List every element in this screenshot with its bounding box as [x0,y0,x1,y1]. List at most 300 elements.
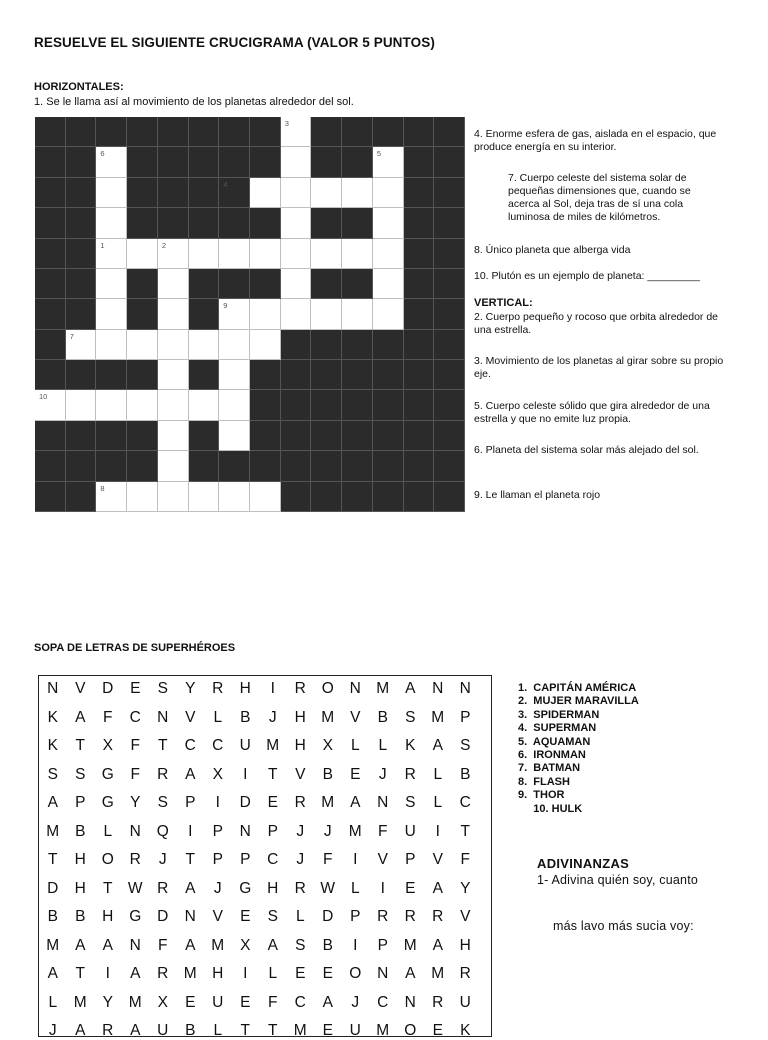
word-search-letter[interactable]: F [103,708,113,726]
word-search-letter[interactable]: A [350,794,361,811]
word-search-letter[interactable]: K [47,708,58,726]
word-search-letter[interactable]: V [377,851,388,868]
word-search-letter[interactable]: O [101,851,114,868]
word-search-letter[interactable]: Y [185,680,196,697]
word-search-letter[interactable]: R [432,908,444,925]
crossword-answer-cell[interactable] [281,269,312,299]
word-search-letter[interactable]: E [322,1022,333,1039]
word-search-letter[interactable]: I [270,680,275,697]
word-search-letter[interactable]: I [215,794,220,811]
hero-list-item: 9. THOR [518,789,565,802]
word-search-letter[interactable]: K [405,737,416,754]
crossword-answer-cell[interactable] [158,299,189,329]
word-search-letter[interactable]: J [296,851,305,868]
crossword-block-cell [311,482,342,512]
word-search-row [39,766,479,784]
word-search-letter[interactable]: A [130,965,141,982]
word-search-letter[interactable]: R [459,965,471,982]
word-search-letter[interactable]: C [212,737,224,754]
word-search-letter[interactable]: J [213,879,222,897]
word-search-letter[interactable]: N [129,936,141,954]
crossword-block-cell [66,117,97,147]
word-search-letter[interactable]: T [240,1022,250,1039]
word-search-letter[interactable]: V [75,680,86,697]
word-search-letter[interactable]: S [267,908,278,925]
word-search-letter[interactable]: H [267,879,279,897]
crossword-answer-cell[interactable] [158,330,189,360]
word-search-letter[interactable]: A [322,993,333,1011]
word-search-letter[interactable]: A [432,879,443,897]
crossword-answer-cell[interactable] [35,390,66,420]
word-search-letter[interactable]: L [103,822,113,840]
word-search-letter[interactable]: M [266,737,280,754]
crossword-answer-cell[interactable] [158,360,189,390]
crossword-answer-cell[interactable] [342,239,373,269]
word-search-letter[interactable]: P [212,822,223,840]
word-search-letter[interactable]: E [405,879,416,897]
word-search-letter[interactable]: P [212,851,223,868]
crossword-answer-cell[interactable] [96,482,127,512]
word-search-letter[interactable]: E [240,908,251,925]
word-search-letter[interactable]: M [348,822,362,840]
crossword-answer-cell[interactable] [342,178,373,208]
word-search-letter[interactable]: A [405,680,416,697]
word-search-letter[interactable]: N [377,794,389,811]
word-search-letter[interactable]: I [353,936,358,954]
word-search-letter[interactable]: W [320,879,336,897]
word-search-letter[interactable]: A [185,936,196,954]
word-search-letter[interactable]: Y [102,993,113,1011]
word-search-letter[interactable]: J [323,822,332,840]
crossword-answer-cell[interactable] [158,421,189,451]
word-search-letter[interactable]: B [185,1022,196,1039]
crossword-answer-cell[interactable] [281,117,312,147]
word-search-letter[interactable]: B [377,708,388,726]
crossword-block-cell [66,482,97,512]
word-search-letter[interactable]: D [322,908,334,925]
word-search-letter[interactable]: H [239,680,251,697]
crossword-answer-cell[interactable] [373,239,404,269]
word-search-letter[interactable]: T [48,851,58,868]
word-search-row [39,1022,479,1040]
word-search-letter[interactable]: P [405,851,416,868]
crossword-answer-cell[interactable] [189,330,220,360]
crossword-answer-cell[interactable] [250,330,281,360]
word-search-letter[interactable]: F [130,737,140,754]
crossword-block-cell [35,147,66,177]
crossword-block-cell [281,451,312,481]
word-search-letter[interactable]: D [47,879,59,897]
word-search-letter[interactable]: H [294,737,306,754]
word-search-letter[interactable]: B [460,765,471,783]
word-search-letter[interactable]: A [75,1022,86,1039]
word-search-letter[interactable]: M [128,993,142,1011]
word-search-letter[interactable]: V [460,908,471,925]
word-search-letter[interactable]: A [102,936,113,954]
word-search-letter[interactable]: R [404,908,416,925]
crossword-answer-cell[interactable] [219,299,250,329]
crossword-block-cell [219,147,250,177]
word-search-letter[interactable]: M [321,794,335,811]
word-search-letter[interactable]: T [185,851,195,868]
word-search-letter[interactable]: X [157,993,168,1011]
word-search-letter[interactable]: Q [156,822,169,840]
word-search-letter[interactable]: U [157,1022,169,1039]
word-search-letter[interactable]: N [432,680,444,697]
crossword-answer-cell[interactable] [281,239,312,269]
crossword-answer-cell[interactable] [127,330,158,360]
crossword-answer-cell[interactable] [127,390,158,420]
word-search-letter[interactable]: H [102,908,114,925]
word-search-letter[interactable]: T [268,1022,278,1039]
word-search-letter[interactable]: J [48,1022,57,1039]
crossword-answer-cell[interactable] [189,482,220,512]
word-search-letter[interactable]: M [376,680,390,697]
word-search-letter[interactable]: U [349,1022,361,1039]
word-search-letter[interactable]: M [293,1022,307,1039]
word-search-letter[interactable]: F [460,851,470,868]
word-search-letter[interactable]: X [322,737,333,754]
word-search-letter[interactable]: G [101,765,114,783]
word-search-letter[interactable]: X [240,936,251,954]
word-search-letter[interactable]: F [130,765,140,783]
word-search-letter[interactable]: D [157,908,169,925]
word-search-letter[interactable]: H [74,879,86,897]
crossword-clue-number: 6 [100,149,105,159]
word-search-letter[interactable]: C [377,993,389,1011]
word-search-letter[interactable]: A [47,794,58,811]
crossword-block-cell [311,390,342,420]
crossword-block-cell [373,482,404,512]
word-search-letter[interactable]: E [322,965,333,982]
crossword-block-cell [35,178,66,208]
crossword-answer-cell[interactable] [311,178,342,208]
word-search-letter[interactable]: P [185,794,196,811]
word-search-letter[interactable]: G [129,908,142,925]
word-search-letter[interactable]: N [239,822,251,840]
word-search-letter[interactable]: M [46,936,60,954]
word-search-letter[interactable]: H [294,708,306,726]
word-search-letter[interactable]: P [377,936,388,954]
word-search-letter[interactable]: D [239,794,251,811]
word-search-letter[interactable]: J [158,851,167,868]
crossword-answer-cell[interactable] [250,239,281,269]
word-search-letter[interactable]: R [294,794,306,811]
word-search-letter[interactable]: W [127,879,143,897]
word-search-letter[interactable]: H [74,851,86,868]
word-search-letter[interactable]: A [75,936,86,954]
word-search-letter[interactable]: S [47,765,58,783]
word-search-letter[interactable]: P [240,851,251,868]
word-search-letter[interactable]: F [268,993,278,1011]
word-search-letter[interactable]: A [185,879,196,897]
word-search-letter[interactable]: A [47,965,58,982]
crossword-answer-cell[interactable] [250,482,281,512]
word-search-letter[interactable]: S [75,765,86,783]
word-search-letter[interactable]: D [102,680,114,697]
word-search-letter[interactable]: R [432,993,444,1011]
word-search-letter[interactable]: C [267,851,279,868]
word-search-letter[interactable]: A [130,1022,141,1039]
word-search-letter[interactable]: S [295,936,306,954]
word-search-letter[interactable]: A [432,936,443,954]
crossword-answer-cell[interactable] [189,390,220,420]
word-search-letter[interactable]: T [460,822,470,840]
word-search-letter[interactable]: N [129,822,141,840]
crossword-answer-cell[interactable] [96,390,127,420]
crossword-answer-cell[interactable] [311,239,342,269]
word-search-letter[interactable]: C [459,794,471,811]
hero-list-item: 3. SPIDERMAN [518,708,600,721]
word-search-letter[interactable]: V [295,765,306,783]
crossword-answer-cell[interactable] [219,421,250,451]
word-search-letter[interactable]: I [105,965,110,982]
crossword-answer-cell[interactable] [127,482,158,512]
crossword-block-cell [189,451,220,481]
word-search-letter[interactable]: Y [130,794,141,811]
crossword-block-cell [404,390,435,420]
crossword-answer-cell[interactable] [373,299,404,329]
word-search-letter[interactable]: F [378,822,388,840]
crossword-block-cell [35,421,66,451]
word-search-letter[interactable]: E [185,993,196,1011]
word-search-letter[interactable]: R [102,1022,114,1039]
word-search-letter[interactable]: V [350,708,361,726]
word-search-letter[interactable]: S [405,708,416,726]
word-search-letter[interactable]: L [433,765,443,783]
word-search-letter[interactable]: B [47,908,58,925]
word-search-letter[interactable]: L [213,1022,223,1039]
word-search-letter[interactable]: N [184,908,196,925]
word-search-letter[interactable]: K [47,737,58,754]
crossword-answer-cell[interactable] [158,451,189,481]
word-search-letter[interactable]: L [350,737,360,754]
word-search-letter[interactable]: L [378,737,388,754]
crossword-answer-cell[interactable] [96,178,127,208]
crossword-answer-cell[interactable] [281,208,312,238]
word-search-letter[interactable]: N [47,680,59,697]
crossword-answer-cell[interactable] [96,147,127,177]
word-search-letter[interactable]: M [431,708,445,726]
crossword-answer-cell[interactable] [127,239,158,269]
word-search-letter[interactable]: A [267,936,278,954]
crossword-answer-cell[interactable] [281,299,312,329]
word-search-letter[interactable]: A [405,965,416,982]
crossword-answer-cell[interactable] [66,330,97,360]
word-search-letter[interactable]: I [435,822,440,840]
word-search-letter[interactable]: P [267,822,278,840]
word-search-row [39,709,479,727]
word-search-letter[interactable]: S [460,737,471,754]
word-search-letter[interactable]: L [48,993,58,1011]
crossword-answer-cell[interactable] [219,360,250,390]
crossword-answer-cell[interactable] [373,269,404,299]
word-search-letter[interactable]: G [101,794,114,811]
word-search-letter[interactable]: R [212,680,224,697]
word-search-letter[interactable]: M [183,965,197,982]
crossword-block-cell [96,117,127,147]
word-search-letter[interactable]: L [213,708,223,726]
crossword-answer-cell[interactable] [96,239,127,269]
crossword-answer-cell[interactable] [373,208,404,238]
word-search-letter[interactable]: V [185,708,196,726]
crossword-answer-cell[interactable] [96,208,127,238]
word-search-letter[interactable]: I [353,851,358,868]
word-search-letter[interactable]: L [295,908,305,925]
word-search-letter[interactable]: S [405,794,416,811]
word-search-letter[interactable]: I [188,822,193,840]
word-search-letter[interactable]: U [239,737,251,754]
word-search-letter[interactable]: E [432,1022,443,1039]
crossword-answer-cell[interactable] [281,178,312,208]
crossword-answer-cell[interactable] [373,147,404,177]
word-search-letter[interactable]: M [321,708,335,726]
word-search-letter[interactable]: S [157,680,168,697]
word-search-letter[interactable]: U [459,993,471,1011]
word-search-letter[interactable]: I [243,965,248,982]
crossword-answer-cell[interactable] [311,299,342,329]
word-search-letter[interactable]: A [432,737,443,754]
word-search-letter[interactable]: E [295,965,306,982]
word-search-letter[interactable]: B [322,765,333,783]
word-search-letter[interactable]: F [158,936,168,954]
crossword-block-cell [404,482,435,512]
crossword-block-cell [311,117,342,147]
crossword-answer-cell[interactable] [158,390,189,420]
word-search-letter[interactable]: R [157,879,169,897]
word-search-letter[interactable]: H [212,965,224,982]
word-search-letter[interactable]: T [158,737,168,754]
word-search-letter[interactable]: N [459,680,471,697]
word-search-letter[interactable]: R [157,965,169,982]
word-search-letter[interactable]: V [432,851,443,868]
word-search-letter[interactable]: C [129,708,141,726]
word-search-letter[interactable]: N [377,965,389,982]
word-search-letter[interactable]: R [157,765,169,783]
word-search-letter[interactable]: J [268,708,277,726]
word-search-row [39,823,479,841]
word-search-letter[interactable]: J [378,765,387,783]
word-search-letter[interactable]: R [377,908,389,925]
word-search-letter[interactable]: B [75,822,86,840]
crossword-answer-cell[interactable] [66,390,97,420]
word-search-letter[interactable]: R [294,879,306,897]
word-search-letter[interactable]: E [130,680,141,697]
crossword-answer-cell[interactable] [219,239,250,269]
word-search-letter[interactable]: J [296,822,305,840]
word-search-letter[interactable]: H [459,936,471,954]
word-search-letter[interactable]: I [380,879,385,897]
word-search-letter[interactable]: N [157,708,169,726]
crossword-answer-cell[interactable] [96,299,127,329]
word-search-letter[interactable]: M [73,993,87,1011]
word-search-letter[interactable]: B [75,908,86,925]
word-search-letter[interactable]: P [350,908,361,925]
word-search-letter[interactable]: P [75,794,86,811]
word-search-letter[interactable]: X [212,765,223,783]
crossword-answer-cell[interactable] [219,482,250,512]
page-title: RESUELVE EL SIGUIENTE CRUCIGRAMA (VALOR 5 PUNTOS) [34,35,435,50]
crossword-answer-cell[interactable] [158,239,189,269]
crossword-block-cell [250,269,281,299]
word-search-letter[interactable]: P [460,708,471,726]
word-search-letter[interactable]: M [403,936,417,954]
word-search-letter[interactable]: R [404,765,416,783]
word-search-letter[interactable]: T [268,765,278,783]
word-search-letter[interactable]: T [75,965,85,982]
word-search-letter[interactable]: U [404,822,416,840]
word-search-letter[interactable]: L [268,965,278,982]
word-search-letter[interactable]: T [103,879,113,897]
word-search-letter[interactable]: N [404,993,416,1011]
crossword-answer-cell[interactable] [250,178,281,208]
word-search-letter[interactable]: O [321,680,334,697]
word-search-letter[interactable]: S [157,794,168,811]
crossword-answer-cell[interactable] [219,390,250,420]
crossword-block-cell [311,451,342,481]
word-search-letter[interactable]: X [102,737,113,754]
crossword-answer-cell[interactable] [342,299,373,329]
crossword-answer-cell[interactable] [158,269,189,299]
word-search-letter[interactable]: A [185,765,196,783]
word-search-letter[interactable]: N [349,680,361,697]
word-search-letter[interactable]: M [211,936,225,954]
word-search-letter[interactable]: G [239,879,252,897]
crossword-answer-cell[interactable] [96,269,127,299]
word-search-letter[interactable]: U [212,993,224,1011]
word-search-letter[interactable]: A [75,708,86,726]
word-search-letter[interactable]: V [212,908,223,925]
word-search-letter[interactable]: L [433,794,443,811]
word-search-letter[interactable]: M [431,965,445,982]
crossword-answer-cell[interactable] [96,330,127,360]
word-search-letter[interactable]: I [243,765,248,783]
word-search-letter[interactable]: E [240,993,251,1011]
word-search-letter[interactable]: E [267,794,278,811]
word-search-letter[interactable]: O [349,965,362,982]
crossword-block-cell [66,208,97,238]
word-search-letter[interactable]: K [460,1022,471,1039]
clue-vertical-9: 9. Le llaman el planeta rojo [474,489,601,501]
word-search-letter[interactable]: R [129,851,141,868]
crossword-answer-cell[interactable] [373,178,404,208]
word-search-letter[interactable]: B [240,708,251,726]
crossword-answer-cell[interactable] [158,482,189,512]
crossword-answer-cell[interactable] [219,330,250,360]
word-search-letter[interactable]: Y [460,879,471,897]
crossword-answer-cell[interactable] [281,147,312,177]
crossword-answer-cell[interactable] [189,239,220,269]
word-search-letter[interactable]: T [75,737,85,754]
word-search-row [39,680,479,698]
crossword-block-cell [127,178,158,208]
crossword-block-cell [404,208,435,238]
word-search-letter[interactable]: C [294,993,306,1011]
word-search-letter[interactable]: R [294,680,306,697]
crossword-block-cell [373,330,404,360]
word-search-letter[interactable]: L [350,879,360,897]
word-search-letter[interactable]: B [322,936,333,954]
crossword-clue-number: 4 [223,179,228,189]
word-search-letter[interactable]: C [184,737,196,754]
word-search-letter[interactable]: M [46,822,60,840]
word-search-letter[interactable]: M [376,1022,390,1039]
word-search-letter[interactable]: F [323,851,333,868]
word-search-letter[interactable]: E [350,765,361,783]
crossword-answer-cell[interactable] [250,299,281,329]
word-search-letter[interactable]: O [404,1022,417,1039]
word-search-letter[interactable]: J [351,993,360,1011]
